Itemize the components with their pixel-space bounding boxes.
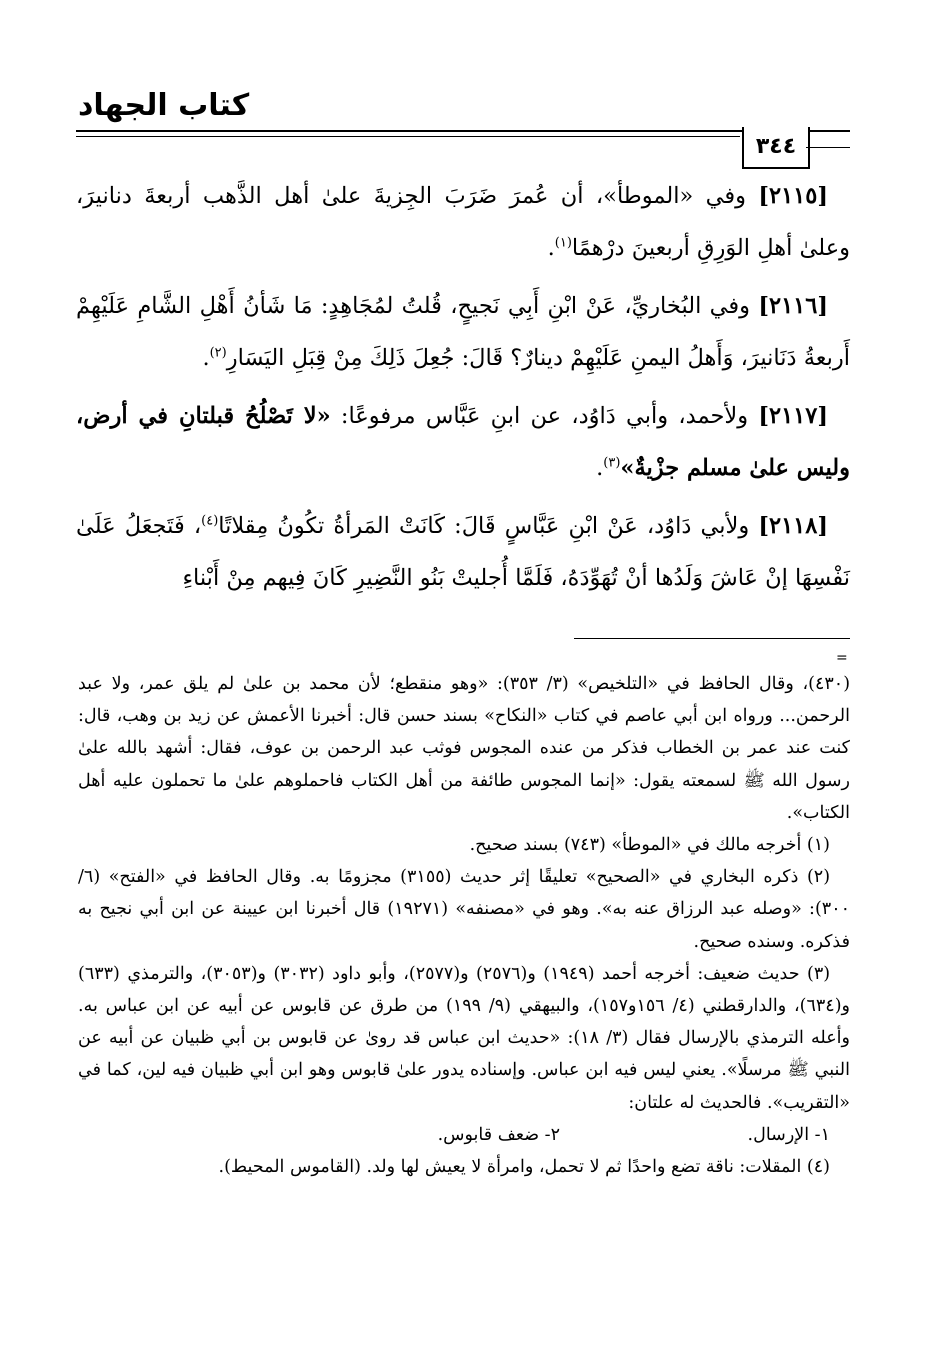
footnote-3-list (78, 1119, 850, 1151)
footnote-ref: (٣) (603, 455, 621, 471)
page-number-rule (806, 147, 850, 148)
paragraph-2118 (76, 500, 850, 604)
hadith-number: [٢١١٥] (758, 183, 828, 209)
footnote-4: (٤) المقلات: ناقة تضع واحدًا ثم لا تحمل، وامرأة لا يعيش لها ولد. (القاموس المحيط). (218, 1157, 830, 1178)
footnote-2: (٢) ذكره البخاري في «الصحيح» تعليقًا إثر حديث (٣١٥٥) مجزومًا به. وقال الحافظ في «الفتح» (٦/ ٣٠٠): «وصله عبد الرزاق عنه به». وهو في «مصنفه» (١٩٢٧١) قال أخبرنا ابن عيينة عن ابن أبي نجيح به فذكره. وسنده صحيح. (78, 867, 850, 952)
paragraph-end: ، فَتَجعَلُ عَلَىٰ نَفْسِهَا إنْ عَاشَ وَلَدُها أنْ تُهَوِّدَهُ، فَلَمَّا أُجليتْ بَنُو النَّضِيرِ كَانَ فِيهم مِنْ أَبْناءِ (76, 513, 850, 591)
hadith-quote: «لا تَصْلُحُ قبلتانِ في أرض، وليس علىٰ مسلم جزْيةٌ» (76, 403, 850, 481)
footnote-ref: (١) (554, 235, 572, 251)
paragraph-end: . (547, 235, 555, 261)
paragraph-end: . (202, 345, 210, 371)
paragraph-2116 (76, 280, 850, 384)
list-item: ٢- ضعف قابوس. (437, 1124, 560, 1145)
footnote-ref: (٤) (201, 513, 219, 529)
hadith-number: [٢١١٧] (758, 403, 828, 429)
footnote-continuation: (٤٣٠)، وقال الحافظ في «التلخيص» (٣/ ٣٥٣): «وهو منقطع؛ لأن محمد بن علىٰ لم يلق عمر، ولا عبد الرحمن... ورواه ابن أبي عاصم في كتاب «النكاح» بسند حسن قال: أخبرنا الأعمش عن زيد بن وهب، قال: كنت عند عمر بن الخطاب فذكر من عنده المجوس فوثب عبد الرحمن بن عوف، فقال: أشهد بالله علىٰ رسول الله ﷺ لسمعته يقول: «إنما المجوس طائفة من أهل الكتاب فاحملوهم علىٰ ما تحملون عليه أهل الكتاب». (78, 674, 851, 823)
list-item: ١- الإرسال. (747, 1124, 830, 1145)
header-rule-thin (76, 136, 740, 137)
page-number: ٣٤٤ (742, 127, 810, 169)
footnote-separator (574, 638, 850, 639)
hadith-number: [٢١١٨] (758, 513, 828, 539)
paragraph-text: وفي «الموطأ»، أن عُمرَ ضَرَبَ الجِزيةَ علىٰ أهل الذَّهب أربعةَ دنانيرَ، وعلىٰ أهلِ الوَرِقِ أربعينَ درْهمًا (76, 183, 850, 261)
paragraph-2115 (76, 170, 850, 274)
paragraph-2117 (76, 390, 850, 494)
header-rule (76, 130, 850, 132)
paragraph-end: . (596, 455, 604, 481)
running-header-title: كتاب الجهاد (78, 88, 250, 123)
footnotes (78, 668, 850, 1183)
footnote-1: (١) أخرجه مالك في «الموطأ» (٧٤٣) بسند صحيح. (469, 835, 830, 856)
footnote-ref: (٢) (209, 345, 227, 361)
hadith-number: [٢١١٦] (758, 293, 828, 319)
main-text (76, 170, 850, 610)
footnote-3: (٣) حديث ضعيف: أخرجه أحمد (١٩٤٩) و(٢٥٧٦) و(٢٥٧٧)، وأبو داود (٣٠٣٢) و(٣٠٥٣)، والترمذي (٦٣٣) و(٦٣٤)، والدارقطني (٤/ ١٥٦و١٥٧)، والبيهقي (٩/ ١٩٩) من طرق عن قابوس عن أبيه عن ابن عباس به. وأعله الترمذي بالإرسال فقال (٣/ ١٨): «حديث ابن عباس قد روىٰ عن قابوس بن أبي ظبيان عن أبيه عن النبي ﷺ مرسلًا». يعني ليس فيه ابن عباس. وإسناده يدور علىٰ قابوس وهو ابن أبي ظبيان فيه لين، كما في «التقريب». فالحديث له علتان: (78, 963, 850, 1113)
footnote-continuation-mark: = (836, 650, 848, 666)
paragraph-text: ولأحمد، وأبي دَاوُد، عن ابنِ عَبَّاس مرفوعًا: (330, 403, 759, 429)
paragraph-text: ولأبي دَاوُد، عَنْ ابْنِ عَبَّاسٍ قَالَ: كَانَتْ المَرأةُ تكُونُ مِقلاتًا (218, 513, 759, 539)
paragraph-text: وفي البُخاريِّ، عَنْ ابْنِ أَبِي نَجيحٍ، قُلتُ لمُجَاهِدٍ: مَا شَأنُ أَهْلِ الشَّامِ عَلَيْهِمْ أَربعةُ دَنَانيرَ، وَأَهلُ اليمنِ عَلَيْهِمْ دينارٌ؟ قَالَ: جُعِلَ ذَلِكَ مِنْ قِبَلِ اليَسَارِ (76, 293, 850, 371)
